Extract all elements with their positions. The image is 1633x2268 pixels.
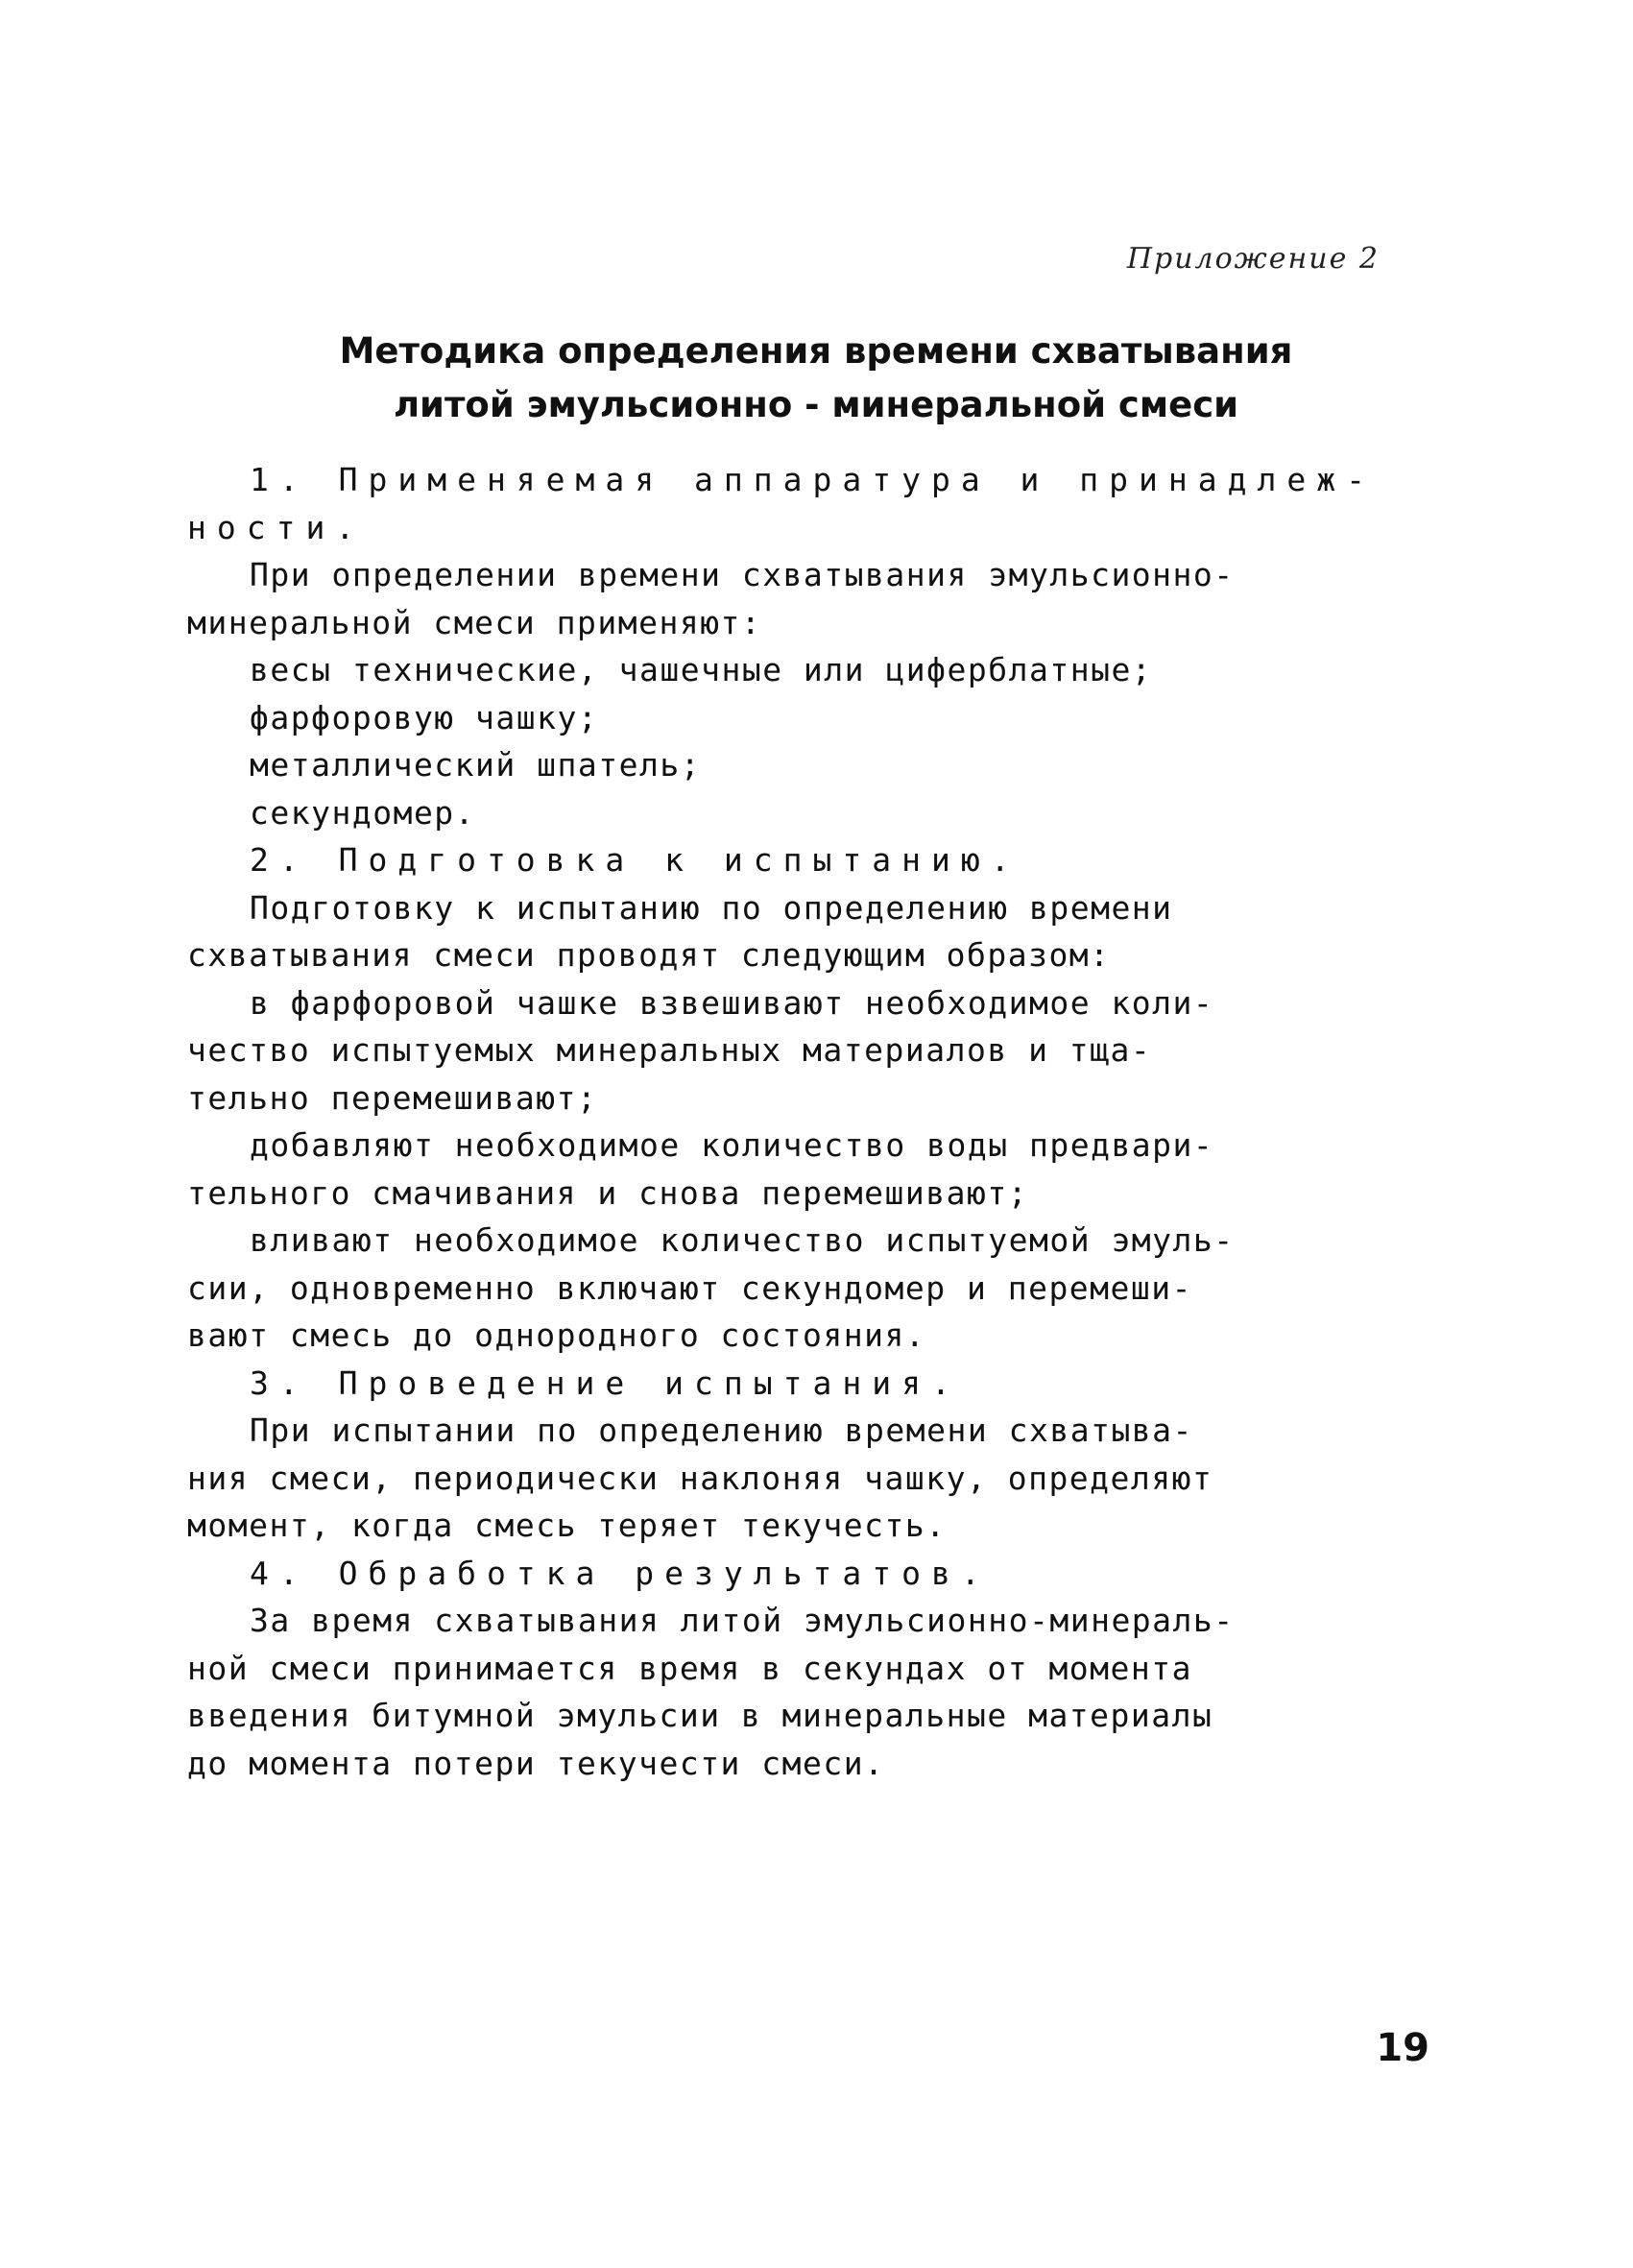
section-heading-testing: 3. Проведение испытания. bbox=[250, 1363, 961, 1402]
text-line: При определении времени схватывания эмульсионно- bbox=[250, 556, 1235, 593]
text-line: сии, одновременно включают секундомер и перемеши- bbox=[187, 1268, 1193, 1307]
list-item: секундомер. bbox=[250, 793, 476, 832]
text-line: вливают необходимое количество испытуемой эмуль- bbox=[250, 1221, 1235, 1259]
title-line-2: литой эмульсионно - минеральной смеси bbox=[393, 384, 1239, 425]
document-title bbox=[288, 325, 1344, 432]
text-line: добавляют необходимое количество воды предвари- bbox=[250, 1126, 1214, 1164]
document-body bbox=[187, 456, 1454, 1787]
title-line-1: Методика определения времени схватывания bbox=[339, 330, 1293, 372]
text-line: момент, когда смесь теряет текучесть. bbox=[187, 1507, 947, 1544]
text-line: минеральной смеси применяют: bbox=[187, 603, 762, 641]
text-line: чество испытуемых минеральных материалов и тща- bbox=[187, 1031, 1152, 1069]
section-heading-apparatus: 1. Применяемая аппаратура и принадлеж- bbox=[250, 461, 1376, 498]
text-line: вают смесь до однородного состояния. bbox=[187, 1316, 926, 1354]
section-heading-results: 4. Обработка результатов. bbox=[250, 1554, 991, 1592]
text-line: ния смеси, периодически наклоняя чашку, определяют bbox=[187, 1459, 1213, 1497]
section-heading-preparation: 2. Подготовка к испытанию. bbox=[250, 841, 1021, 879]
text-line: При испытании по определению времени схватыва- bbox=[250, 1411, 1193, 1449]
list-item: весы технические, чашечные или циферблатные; bbox=[250, 651, 1153, 688]
list-item: фарфоровую чашку; bbox=[250, 698, 599, 736]
list-item: металлический шпатель; bbox=[250, 746, 702, 784]
text-line: ности. bbox=[187, 508, 366, 546]
text-line: в фарфоровой чашке взвешивают необходимое коли- bbox=[250, 983, 1214, 1022]
text-line: Подготовку к испытанию по определению времени bbox=[250, 888, 1173, 927]
text-line: За время схватывания литой эмульсионно-минераль- bbox=[250, 1602, 1235, 1639]
text-line: введения битумной эмульсии в минеральные материалы bbox=[187, 1697, 1213, 1734]
text-line: схватывания смеси проводят следующим образом: bbox=[187, 936, 1111, 974]
page-number: 19 bbox=[1376, 2026, 1429, 2070]
text-line: тельного смачивания и снова перемешивают; bbox=[187, 1173, 1029, 1212]
text-line: тельно перемешивают; bbox=[187, 1078, 598, 1117]
text-line: до момента потери текучести смеси. bbox=[187, 1744, 885, 1782]
text-line: ной смеси принимается время в секундах от момента bbox=[187, 1649, 1193, 1687]
appendix-label: Приложение 2 bbox=[1126, 242, 1380, 276]
